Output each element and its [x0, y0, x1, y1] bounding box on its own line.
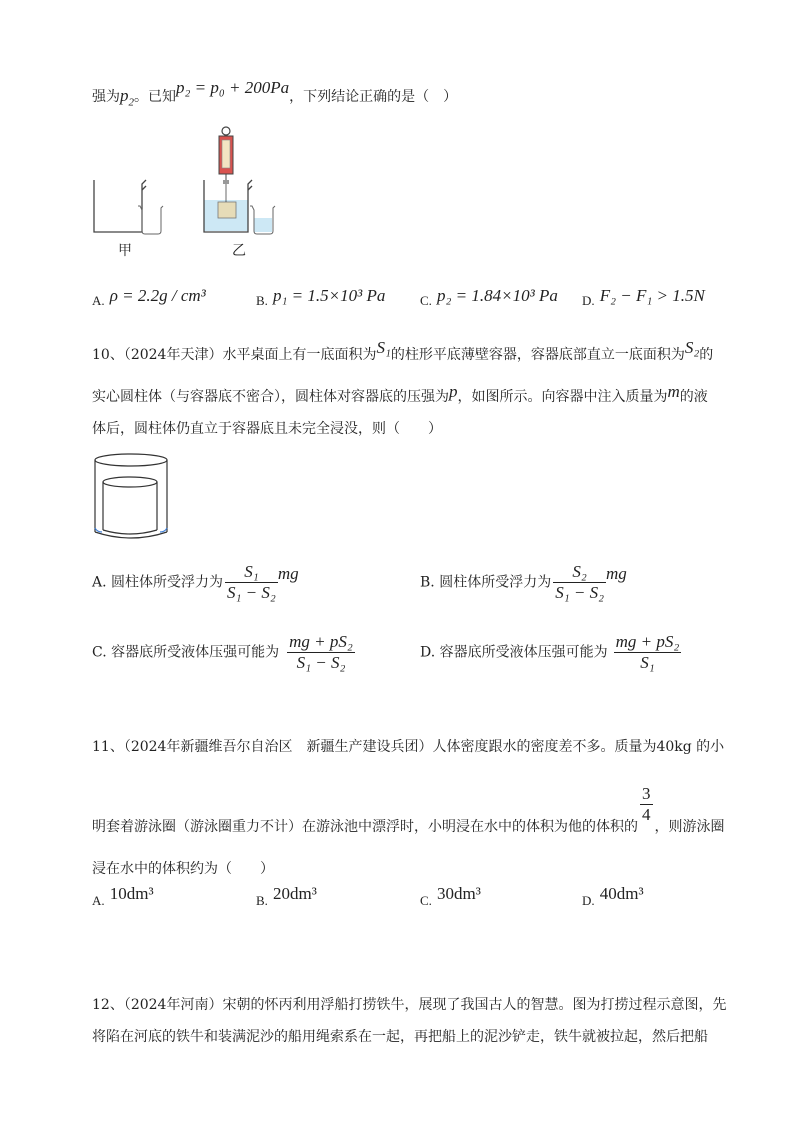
- q10-line-2: 实心圆柱体（与容器底不密合），圆柱体对容器底的压强为p，如图所示。向容器中注入质量为m的液: [92, 382, 708, 405]
- q9-text-2: 。已知: [134, 89, 176, 105]
- q9-option-a: A. ρ = 2.2g / cm³: [92, 286, 206, 308]
- q9-tail-line: [92, 78, 458, 109]
- q11-option-d: D. 40dm³: [582, 884, 644, 908]
- q11-option-c: C. 30dm³: [420, 884, 481, 908]
- q9-text-1: 强为: [92, 89, 120, 105]
- q9-option-c: C. p₂ = 1.84×10³ Pa: [420, 286, 558, 308]
- q9-text-3: ，下列结论正确的是（ ）: [289, 89, 458, 105]
- q9-option-d: D. F₂ − F₁ > 1.5N: [582, 286, 705, 308]
- container-jia: [94, 180, 163, 234]
- q11-line-3: 浸在水中的体积约为（ ）: [92, 861, 274, 877]
- figure-label-jia: 甲: [118, 243, 132, 259]
- q10-figure: [90, 452, 172, 544]
- q10-option-a: A. 圆柱体所受浮力为 $\frac{\text{S₁}}{\text{S₁ − S₂}}$ mg: [92, 562, 299, 602]
- figure-label-yi: 乙: [232, 243, 246, 259]
- q12-line-1: 12、（2024年河南）宋朝的怀丙利用浮船打捞铁牛，展现了我国古人的智慧。图为打捞过程示意图，先: [92, 997, 727, 1013]
- q10-option-b: B. 圆柱体所受浮力为 $\frac{\text{S₂}}{\text{S₁ − S₂}}$ mg: [420, 562, 627, 602]
- q10-line-3: 体后，圆柱体仍直立于容器底且未完全浸没，则（ ）: [92, 421, 442, 437]
- container-yi: [204, 127, 275, 234]
- q10-option-c: C. 容器底所受液体压强可能为 $\frac{\text{mg + pS₂}}{\text{S₁ − S₂}}$: [92, 632, 353, 672]
- q12-line-2: 将陷在河底的铁牛和装满泥沙的船用绳索系在一起，再把船上的泥沙铲走，铁牛就被拉起，然后把船: [92, 1029, 708, 1045]
- q11-line-1: 11、（2024年新疆维吾尔自治区 新疆生产建设兵团）人体密度跟水的密度差不多。质量为40kg 的小: [92, 739, 725, 755]
- p2-symbol: $p_2$: [120, 86, 134, 109]
- q11-line-2: 明套着游泳圈（游泳圈重力不计）在游泳池中漂浮时，小明浸在水中的体积为他的体积的 $\frac{3}{4}$ ，则游泳圈: [92, 784, 725, 835]
- q9-option-b: B. p₁ = 1.5×10³ Pa: [256, 286, 386, 308]
- q11-option-a: A. 10dm³: [92, 884, 154, 908]
- q9-formula: p₂ = p₀ + 200Pa: [176, 78, 290, 97]
- q10-line-1: 10、（2024年天津）水平桌面上有一底面积为S₁的柱形平底薄壁容器，容器底部直立一底面积为S₂的: [92, 338, 714, 363]
- q10-option-d: D. 容器底所受液体压强可能为 $\frac{\text{mg + pS₂}}{\text{S₁}}$: [420, 632, 680, 672]
- q11-option-b: B. 20dm³: [256, 884, 317, 908]
